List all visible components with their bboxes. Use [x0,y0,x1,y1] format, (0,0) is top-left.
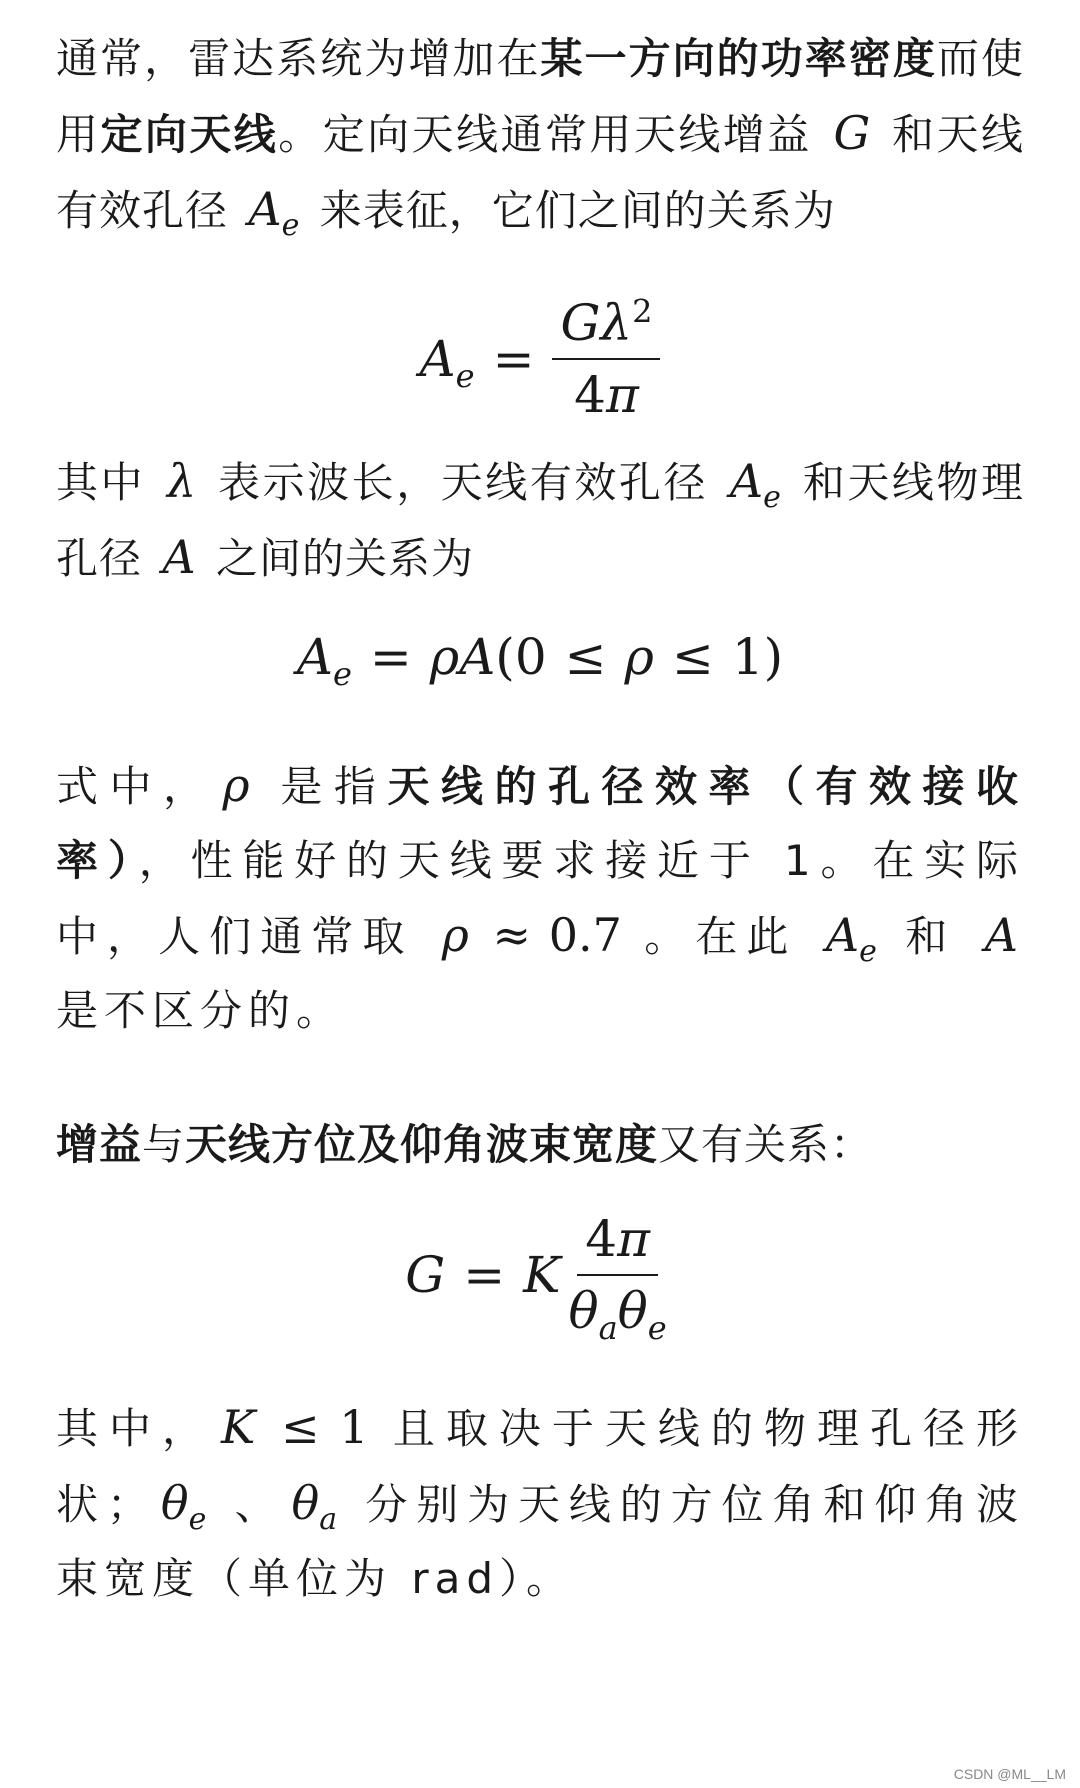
bold-aperture-efficiency: 天线的孔径效率（有效接收率） [56,762,1024,885]
article-body [56,22,1024,1616]
paren-close: ) [763,628,784,686]
text: 之间的关系为 [201,534,474,583]
math-theta-e [155,1476,212,1538]
bold-beamwidth: 天线方位及仰角波束宽度 [185,1120,659,1169]
math-a: A [162,530,196,584]
equals-sign: = [463,1246,506,1304]
math-symbol: A [248,182,282,236]
math-ae [724,454,787,516]
text: ，性能好的天线要求接近于 1。在实际中，人们通常取 [56,836,1024,961]
paragraph-intro [56,22,1024,248]
math-symbol: A [459,628,496,686]
math-symbol: θ [291,1476,320,1530]
text: 和天线有效孔径 [56,110,1024,235]
math-subscript: e [188,1502,207,1538]
bold-power-density: 某一方向的功率密度 [540,34,937,83]
math-number: 0 [514,628,547,686]
math-number: 4 [585,1210,618,1268]
math-ae [820,908,883,970]
le-sign: ≤ [564,628,607,686]
text: 式中， [56,762,217,811]
math-symbol: Gλ [560,294,633,352]
text: 、 [212,1480,286,1529]
text: 是指 [255,762,388,811]
text: 来表征，它们之间的关系为 [305,186,836,235]
math-symbol: π [605,366,639,424]
math-le: ≤ 1 [261,1400,369,1454]
math-symbol: K [523,1246,561,1304]
math-rho: ρ [441,908,469,962]
text: 和天线物理孔径 [56,458,1024,583]
math-approx: ≈ 0.7 [474,908,622,962]
math-superscript: 2 [632,292,653,331]
text: 和 [882,912,979,961]
eq-lhs [419,330,475,395]
math-number: 1 [731,628,764,686]
math-symbol: A [419,330,456,388]
math-lambda: λ [166,454,197,508]
math-subscript: e [647,1309,667,1347]
text: 而使用 [56,34,1024,159]
math-symbol: ρ [624,628,654,686]
math-subscript: e [332,655,352,693]
eq-lhs [296,628,352,693]
math-symbol: π [617,1210,650,1268]
text: 又有关系： [658,1120,874,1169]
text: 且取决于天线的物理孔径形状； [56,1404,1024,1529]
bold-gain: 增益 [56,1120,143,1169]
text: 与 [142,1120,186,1169]
math-subscript: e [763,480,781,516]
watermark: CSDN @ML__LM [953,1766,1066,1782]
fraction [560,1210,674,1347]
math-theta-a [286,1476,344,1538]
fraction-denominator [566,360,647,424]
math-a: A [984,908,1018,962]
paragraph-k-theta [56,1390,1024,1616]
text: 通常，雷达系统为增加在 [56,34,541,83]
math-subscript: e [281,208,300,244]
text: 是不区分的。 [56,986,345,1035]
fraction-denominator [560,1276,674,1347]
text: 其中， [56,1404,216,1453]
text: 分别为天线的方位角和仰角波束宽度（单位为 rad）。 [56,1480,1024,1603]
math-symbol: ρ [429,628,460,686]
paragraph-wavelength [56,444,1024,596]
math-subscript: e [859,934,877,970]
fraction-numerator [577,1210,658,1276]
math-symbol: A [825,908,860,962]
paragraph-gain-beamwidth [56,1108,1024,1182]
fraction-numerator [552,294,660,360]
math-gain: G [833,106,871,160]
equals-sign: = [369,628,412,686]
math-subscript: e [455,357,475,395]
fraction [552,294,660,424]
bold-directional-antenna: 定向天线 [100,110,279,159]
paren-open: ( [495,628,515,686]
text: 。在此 [621,912,820,961]
math-symbol: θ [568,1282,599,1340]
math-rho: ρ [222,758,250,812]
equation-gain [56,1190,1024,1360]
math-k: K [221,1400,256,1454]
equation-aperture-efficiency [56,602,1024,712]
paragraph-efficiency [56,748,1024,1048]
math-number: 4 [574,366,606,424]
math-subscript: a [319,1502,338,1538]
eq-lhs: G [405,1246,446,1304]
math-subscript: a [598,1309,618,1347]
math-symbol: A [296,628,333,686]
equation-effective-aperture [56,274,1024,444]
math-ae [242,182,305,244]
text: 表示波长，天线有效孔径 [202,458,724,507]
le-sign: ≤ [671,628,714,686]
math-symbol: θ [617,1282,648,1340]
text: 。定向天线通常用天线增益 [278,110,828,159]
math-symbol: θ [160,1476,189,1530]
text: 其中 [56,458,161,507]
equals-sign: = [492,330,535,388]
math-symbol: A [729,454,764,508]
